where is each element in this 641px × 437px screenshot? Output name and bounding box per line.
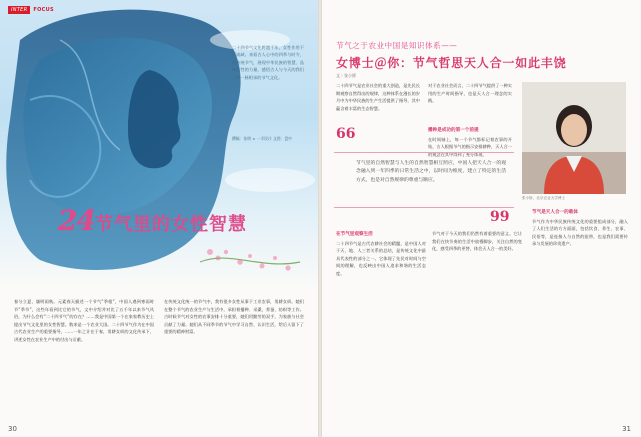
body-column-2: 在传统文化统一的节气中，我有很多女性从事于工业农事，男耕女织。她们在整个节气的农业生产与生活中，承担着播种、采桑、养蚕、纺织等工作。古时候节气对女性的农事安排十分重要，她们用勤劳的双手，为家族与社会贡献了力量。她们从不同季节的节气中学习自然、认识生活，给后人留下了重要的精神财富。 xyxy=(164,299,304,335)
section-tag-focus: FOCUS xyxy=(33,7,54,13)
article-kicker: 节气之于农业中国是知识体系—— xyxy=(336,41,458,50)
subheading: 在节气里观察生活 xyxy=(336,232,373,237)
section-tag xyxy=(8,6,54,14)
title-text: 节气里的女性智慧 xyxy=(94,214,247,235)
intro-text: 二十四节气文化跨越千年，女性作用不可或缺。来看古人心中的四季与时令，用传统节气，展现中华民族的智慧，品味女性的力量，感悟古人与今天的我们之间一脉相承的节气文化。 xyxy=(232,45,304,80)
left-page xyxy=(0,0,318,437)
article-title xyxy=(58,204,247,237)
flower-decoration xyxy=(207,249,291,271)
paragraph: 在时间轴上，每一个节气都标记着农事的开始，古人根据节气的指示安排耕种，天人合一的观念在其中得到了充分体现。 xyxy=(428,136,512,157)
portrait-image xyxy=(522,82,626,194)
intro-author: 撰稿：张明 × 一半设计 文图：盘中 xyxy=(232,136,292,141)
author-photo xyxy=(522,82,626,194)
article-headline: 女博士＠你：节气哲思天人合一如此丰饶 xyxy=(336,56,567,70)
right-page xyxy=(322,0,641,437)
right-lower-column-3 xyxy=(532,208,628,248)
quote-open-mark: 66 xyxy=(336,126,356,142)
quote-close-mark: 99 xyxy=(490,209,510,225)
right-column-2: 对于农业社会而言，二十四节气提供了一种实用的生产时间指导，也是天人合一理念的实践。 xyxy=(428,83,512,104)
body-column-1: 春分立夏，谦明雨秋。元素春天描述一个节气“季根”，中国人遇到寒雨时节“季节”，这些年看到比它的节气，文中介绍并对比了五千年以来节气风俗，为什么会有“二十四节气”的存在？……我是中国第一个在家家教历史上提出节气文化里的女性智慧。数来是一个农业大国。二十四节气作为在中国古代农业生产的重要指导，……一年之计在于春，男耕女织的文化传承下，讲述女性在农业生产中的付出与贡献。 xyxy=(14,299,154,342)
paragraph: 节气作为中华民族传统文化的重要组成部分，融入了人们生活的方方面面，包括饮食、养生、农事、民俗等，是连接人与自然的纽带，也是我们需要传承与发展的珍贵遗产。 xyxy=(532,218,628,247)
subheading: 节气是天人合一的载体 xyxy=(532,210,578,215)
right-lower-column-1 xyxy=(336,230,426,278)
section-tag-label: INTER xyxy=(8,6,30,14)
right-lower-column-2: 节气对于今天的我们仍然有着重要的意义。它让我们在快节奏的生活中放慢脚步，关注自然的变化，感受四季的更替，体会天人合一的美好。 xyxy=(432,231,522,252)
page-number-left: 30 xyxy=(8,425,17,433)
article-byline: 文｜张小娇 xyxy=(336,73,356,78)
photo-caption: 张小娇，北京农业大学博士 xyxy=(522,196,566,200)
pull-quote-text: 节气里的自然智慧与人生的自然智慧相互照应，中国人把天人合一的观念融入到一年四季的日常生活之中，以时间为维度，建立了特定的生活方式，也是对自然规律的尊重与顺应。 xyxy=(356,161,506,183)
right-column-1: 二十四节气是农业社会的重大创造，是先民长期观察自然得出的规律，这种体系在漫长的岁月中为中华民族的生产生活提供了指导，其中蕴含着丰富的生态智慧。 xyxy=(336,83,420,111)
subheading: 播种是成功的第一个前提 xyxy=(428,128,479,133)
title-number: 24 xyxy=(58,204,95,237)
paragraph: 二十四节气是古代农耕社会的精髓，是中国人对于天、地、人三者关系的总结，是传统文化中最具代表性的部分之一。它体现了先民对时间与空间的理解，也反映出中国人追求和谐的生活态度。 xyxy=(336,240,426,276)
page-number-right: 31 xyxy=(622,425,631,433)
